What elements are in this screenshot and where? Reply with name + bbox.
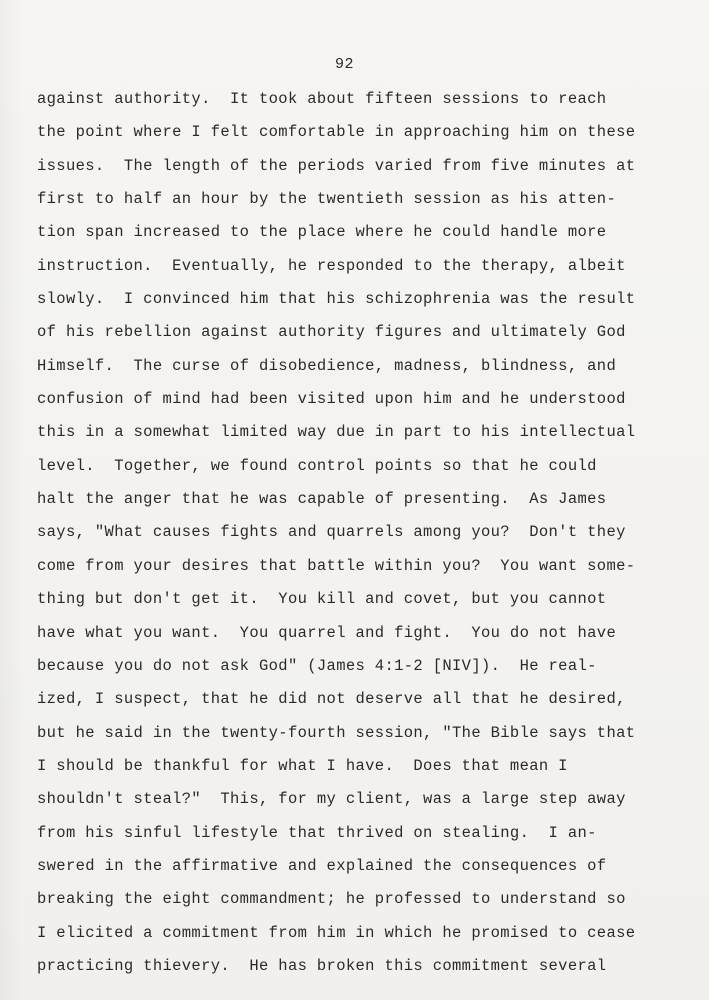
text-line: tion span increased to the place where he could handle more (37, 223, 607, 242)
text-line: slowly. I convinced him that his schizophrenia was the result (37, 290, 636, 309)
text-line: ized, I suspect, that he did not deserve all that he desired, (37, 690, 626, 709)
text-line: this in a somewhat limited way due in part to his intellectual (37, 423, 636, 442)
text-line: but he said in the twenty-fourth session, "The Bible says that (37, 723, 636, 742)
text-line: because you do not ask God" (James 4:1-2 [NIV]). He real- (37, 656, 597, 675)
text-line: halt the anger that he was capable of presenting. As James (37, 490, 607, 509)
text-line: issues. The length of the periods varied from five minutes at (37, 156, 636, 175)
text-line: instruction. Eventually, he responded to the therapy, albeit (37, 256, 626, 275)
text-line: says, "What causes fights and quarrels among you? Don't they (37, 523, 626, 542)
text-line: first to half an hour by the twentieth session as his atten- (37, 190, 617, 209)
text-line: shouldn't steal?" This, for my client, was a large step away (37, 790, 626, 809)
text-line: the point where I felt comfortable in approaching him on these (37, 123, 636, 142)
text-line: breaking the eight commandment; he professed to understand so (37, 890, 626, 909)
text-line: practicing thievery. He has broken this commitment several (37, 956, 607, 975)
text-line: thing but don't get it. You kill and covet, but you cannot (37, 590, 607, 609)
text-line: have what you want. You quarrel and fight. You do not have (37, 623, 617, 642)
text-line: swered in the affirmative and explained the consequences of (37, 856, 607, 875)
text-line: from his sinful lifestyle that thrived on stealing. I an- (37, 823, 597, 842)
text-line: against authority. It took about fifteen sessions to reach (37, 90, 607, 108)
text-line: I elicited a commitment from him in which he promised to cease (37, 923, 636, 942)
text-line: confusion of mind had been visited upon him and he understood (37, 390, 626, 409)
text-line: Himself. The curse of disobedience, madness, blindness, and (37, 356, 617, 375)
text-line: of his rebellion against authority figures and ultimately God (37, 323, 626, 342)
body-text (37, 87, 697, 987)
text-line: I should be thankful for what I have. Does that mean I (37, 756, 568, 775)
page-number: 92 (334, 56, 354, 73)
text-line: come from your desires that battle within you? You want some- (37, 556, 636, 575)
text-line: level. Together, we found control points so that he could (37, 456, 597, 475)
